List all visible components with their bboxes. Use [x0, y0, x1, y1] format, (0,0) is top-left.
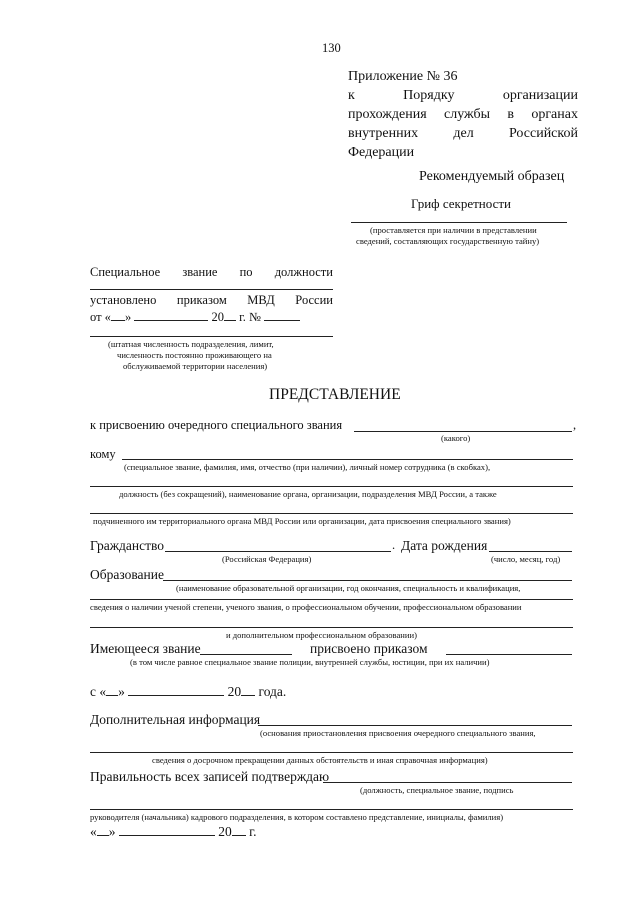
word: установлено [90, 293, 157, 307]
birthdate-line [489, 551, 572, 552]
g-label: г. [239, 310, 246, 324]
page-number: 130 [322, 41, 341, 55]
word: приказом [176, 293, 227, 307]
imeyush-label: Имеющееся звание [90, 641, 201, 656]
grazhd-dot: . [392, 538, 396, 552]
obraz-label: Образование [90, 567, 164, 582]
quote-open: с « [90, 684, 107, 699]
secrecy-label: Гриф секретности [411, 196, 511, 211]
grazhd-line [165, 551, 391, 552]
word: прохождения [348, 107, 427, 122]
quote-open: « [90, 824, 97, 839]
dolzhnost-caption: должность (без сокращений), наименование органа, организации, подразделения МВД России, а также [119, 489, 497, 499]
word: должности [274, 265, 333, 279]
word: в [507, 107, 514, 122]
year-prefix: 20 [211, 310, 224, 324]
obraz-caption: (наименование образовательной организации, год окончания, специальность и квалификация, [176, 583, 521, 593]
word: Специальное [90, 265, 161, 279]
quote-close: » [118, 684, 125, 699]
grazhd-label: Гражданство [90, 538, 165, 553]
appendix-title: Приложение № 36 [348, 69, 458, 84]
left-line-1 [90, 289, 333, 290]
pravilnost-line [323, 782, 572, 783]
left-line-2 [90, 336, 333, 337]
osnov-caption: (основания приостановления присвоения очередного специального звания, [260, 728, 536, 738]
f-month-field [119, 824, 215, 836]
word: Российской [508, 126, 578, 141]
f-year-field [232, 824, 246, 836]
secrecy-note-2: сведений, составляющих государственную тайну) [356, 236, 540, 246]
word: по [239, 265, 253, 279]
quote: » [124, 310, 132, 324]
ruk-caption: руководителя (начальника) кадрового подразделения, в котором составлено представление, инициалы, фамилия) [90, 812, 504, 822]
dop-info-line [258, 725, 572, 726]
ruk-line [90, 809, 573, 810]
obraz-line [163, 580, 572, 581]
date-caption: (число, месяц, год) [491, 554, 561, 564]
zvanie-line [354, 431, 572, 432]
prikaz-line [446, 654, 572, 655]
komu-caption: (специальное звание, фамилия, имя, отчество (при наличии), личный номер сотрудника (в скобках), [124, 462, 491, 472]
kakogo-caption: (какого) [441, 433, 471, 443]
svedeniya-line [90, 599, 573, 600]
komu-line [122, 459, 573, 460]
word: дел [453, 126, 474, 141]
document-title: ПРЕДСТАВЛЕНИЕ [269, 386, 401, 403]
word: службы [444, 107, 491, 122]
year-field [224, 309, 236, 321]
final-date-row [90, 824, 257, 840]
word: МВД [247, 293, 275, 307]
order-number-field [264, 309, 300, 321]
month-field [134, 309, 208, 321]
dosroch-caption: сведения о досрочном прекращении данных обстоятельств и иная справочная информация) [152, 755, 488, 765]
left-caption-3: обслуживаемой территории населения) [123, 361, 268, 371]
dolzhnost-line [90, 486, 573, 487]
dop-obraz-caption: и дополнительном профессиональном образовании) [226, 630, 417, 640]
appendix-block [348, 67, 578, 162]
word: органах [531, 107, 578, 122]
s-year-prefix: 20 [227, 684, 242, 699]
word: Порядку [403, 88, 455, 103]
prisvoenie-label: к присвоению очередного специального звания [90, 418, 343, 432]
appendix-line-4 [348, 124, 578, 143]
s-date-row [90, 684, 286, 700]
komu-label: кому [90, 447, 116, 461]
goda-label: года. [258, 684, 287, 699]
dolzh-caption: (должность, специальное звание, подпись [360, 785, 514, 795]
word: России [295, 293, 333, 307]
day-field [111, 309, 125, 321]
imeyush-line [200, 654, 292, 655]
f-day-field [97, 824, 109, 836]
dop-info-label: Дополнительная информация [90, 712, 261, 727]
comma: , [573, 418, 577, 432]
podch-caption: подчиненного им территориального органа МВД России или организации, дата присвоения специального звания) [93, 516, 511, 526]
pravilnost-label: Правильность всех записей подтверждаю [90, 769, 330, 784]
podch-line [90, 513, 573, 514]
prisvoeno-label: присвоено приказом [310, 641, 428, 656]
left-row-1 [90, 264, 333, 280]
word: внутренних [348, 126, 419, 141]
word: к [348, 88, 355, 103]
left-caption-2: численность постоянно проживающего на [117, 350, 272, 360]
order-date-row [90, 309, 300, 325]
appendix-line-2 [348, 86, 578, 105]
left-caption-1: (штатная численность подразделения, лимит, [108, 339, 274, 349]
appendix-line-3 [348, 105, 578, 124]
ravnoe-caption: (в том числе равное специальное звание полиции, внутренней службы, юстиции, при их наличии) [130, 657, 490, 667]
left-block [90, 264, 333, 280]
appendix-line-5: Федерации [348, 145, 415, 160]
word: звание [182, 265, 218, 279]
quote-close: » [108, 824, 116, 839]
word: организации [502, 88, 578, 103]
f-g-label: г. [249, 824, 257, 839]
birthdate-label: Дата рождения [401, 538, 488, 553]
s-month-field [128, 684, 224, 696]
s-day-field [106, 684, 118, 696]
secrecy-note-1: (проставляется при наличии в представлении [370, 225, 537, 235]
f-year-prefix: 20 [218, 824, 232, 839]
ot-label: от « [90, 310, 111, 324]
left-row-2 [90, 292, 333, 308]
dosroch-line [90, 752, 573, 753]
secrecy-line [351, 222, 567, 223]
svedeniya-caption: сведения о наличии ученой степени, ученого звания, о профессиональном обучении, профессиональном образовании [90, 602, 522, 612]
s-year-field [241, 684, 255, 696]
number-sign: № [249, 310, 261, 324]
rf-caption: (Российская Федерация) [222, 554, 312, 564]
dop-obraz-line [90, 627, 573, 628]
recommended-label: Рекомендуемый образец [419, 169, 565, 184]
